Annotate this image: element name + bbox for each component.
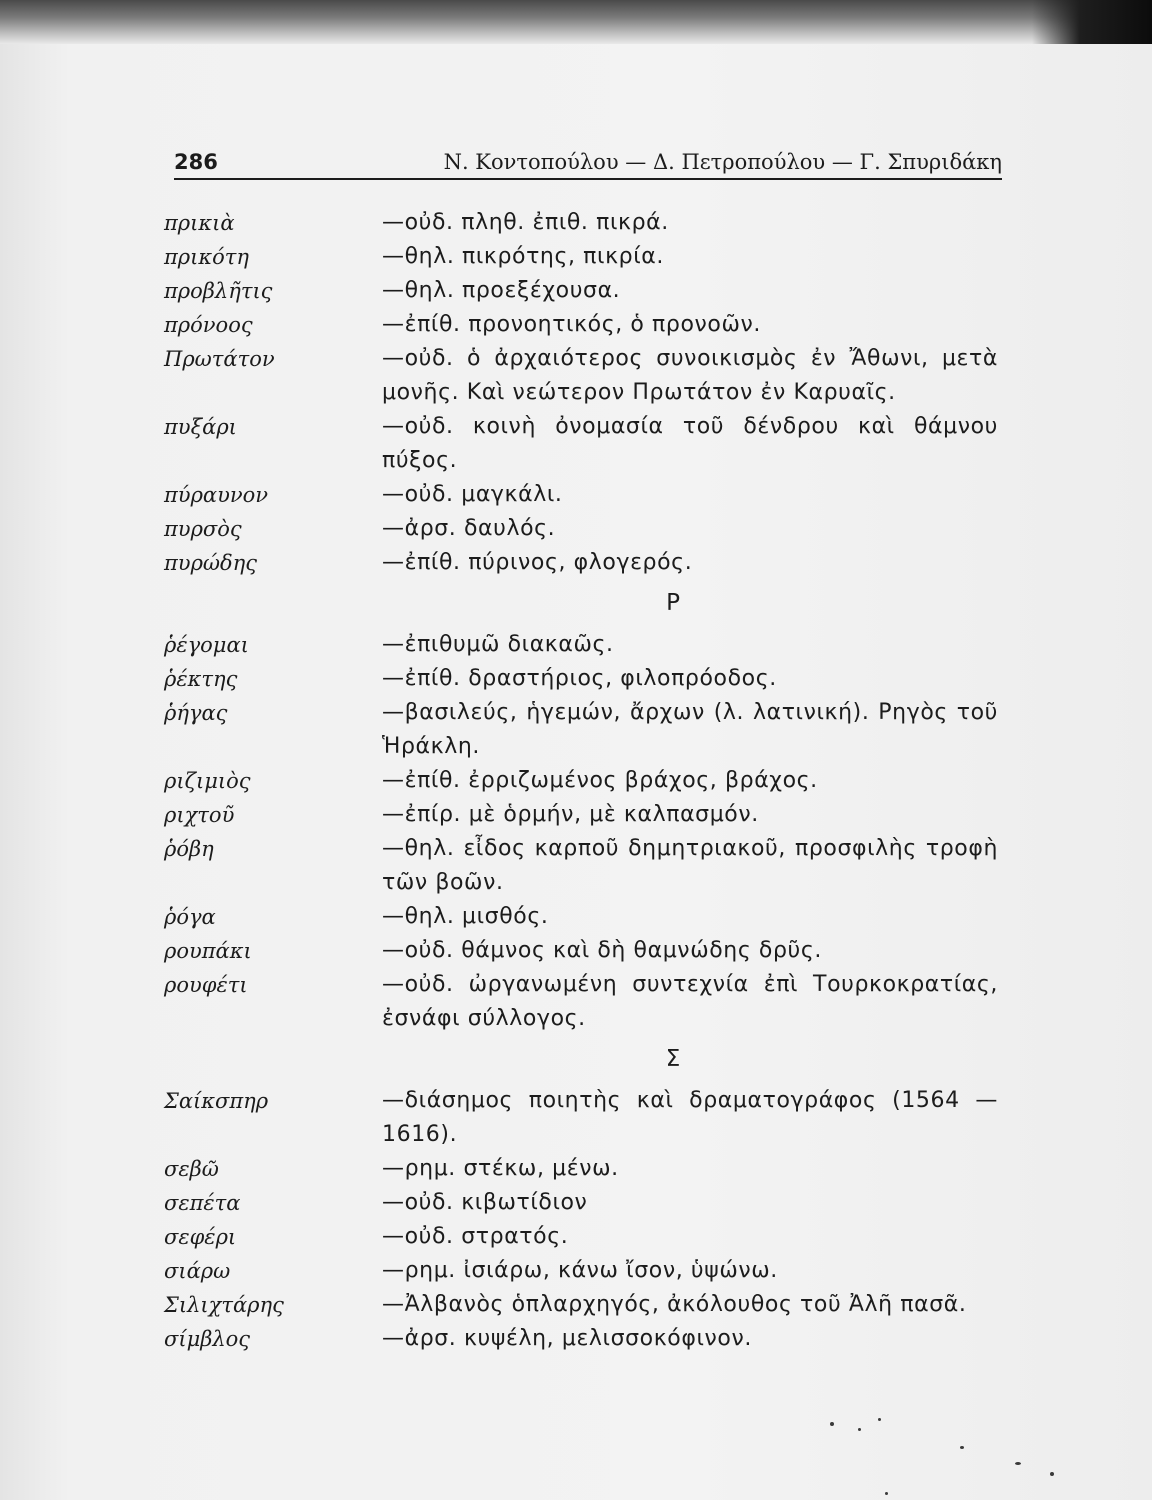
entry-definition: —ρημ. στέκω, μένω. [382,1156,619,1181]
entry-headword: ῥόγα [164,905,216,929]
print-specks [760,1400,1152,1500]
glossary-entry [164,478,1004,512]
entry-list-s [164,1084,1004,1356]
entry-definition: —Ἀλβανὸς ὁπλαρχηγός, ἀκόλουθος τοῦ Ἀλῆ πασᾶ. [382,1292,967,1317]
entry-definition: —οὐδ. κιβωτίδιον [382,1190,588,1215]
entry-definition: —ἀρσ. δαυλός. [382,516,556,541]
entry-definition: —ἀρσ. κυψέλη, μελισσοκόφινον. [382,1326,752,1351]
entry-headword: πρόνοος [164,313,253,337]
glossary-entry [164,274,1004,308]
entry-headword: σεπέτα [164,1191,241,1215]
entry-headword: Σιλιχτάρης [164,1293,284,1317]
glossary-entry [164,546,1004,580]
glossary-entry [164,968,1004,1036]
entry-headword: πυρώδης [164,551,258,575]
entry-headword: πρικότη [164,245,249,269]
glossary-entry [164,512,1004,546]
entry-headword: ῥήγας [164,701,228,725]
entry-definition: —ρημ. ἰσιάρω, κάνω ἴσον, ὑψώνω. [382,1258,778,1283]
glossary-entry [164,832,1004,900]
entry-definition: —ἐπίθ. δραστήριος, φιλοπρόοδος. [382,666,777,691]
entry-headword: Σαίκσπηρ [164,1089,269,1113]
glossary-entry [164,1254,1004,1288]
entry-headword: σεφέρι [164,1225,237,1249]
speck [885,1492,888,1495]
entry-definition: —ἐπίθ. ἐρριζωμένος βράχος, βράχος. [382,768,818,793]
running-head: Ν. Κοντοπούλου — Δ. Πετροπούλου — Γ. Σπυριδάκη [443,150,1002,174]
entry-headword: πρικιὰ [164,211,235,235]
entry-definition: —οὐδ. ὁ ἀρχαιότερος συνοικισμὸς ἐν Ἄθωνι, μετὰ μονῆς. Καὶ νεώτερον Πρωτάτον ἐν Καρυαῖς. [382,346,998,405]
entry-definition: —θηλ. προεξέχουσα. [382,278,621,303]
speck [1050,1472,1054,1476]
entry-definition: —ἐπίθ. πύρινος, φλογερός. [382,550,693,575]
entry-headword: σιάρω [164,1259,231,1283]
glossary-entry [164,798,1004,832]
glossary-entry [164,662,1004,696]
section-letter-r: Ρ [666,590,680,616]
entry-headword: ρουπάκι [164,939,252,963]
glossary-entry [164,206,1004,240]
entry-headword: Πρωτάτον [164,347,275,371]
entry-definition: —διάσημος ποιητὴς καὶ δραματογράφος (1564 —1616). [382,1088,998,1147]
entry-list-r [164,628,1004,1036]
entry-definition: —οὐδ. θάμνος καὶ δὴ θαμνώδης δρῦς. [382,938,822,963]
entry-definition: —ἐπίρ. μὲ ὁρμήν, μὲ καλπασμόν. [382,802,759,827]
entry-headword: πύραυνον [164,483,269,507]
entry-headword: ριζιμιὸς [164,769,251,793]
entry-headword: ῥέγομαι [164,633,249,657]
entry-list-p [164,206,1004,580]
entry-definition: —θηλ. εἶδος καρποῦ δημητριακοῦ, προσφιλὴς τροφὴ τῶν βοῶν. [382,836,998,895]
entry-definition: —οὐδ. ὠργανωμένη συντεχνία ἐπὶ Τουρκοκρατίας, ἐσνάφι σύλλογος. [382,972,998,1031]
page-top-edge [0,0,1152,44]
entry-headword: ριχτοῦ [164,803,235,827]
entry-definition: —οὐδ. μαγκάλι. [382,482,563,507]
glossary-entry [164,410,1004,478]
page-number: 286 [174,150,218,174]
glossary-entry [164,764,1004,798]
glossary-entry [164,342,1004,410]
entry-headword: ῥέκτης [164,667,238,691]
speck [1015,1462,1021,1465]
page-top-edge-shadow [1032,0,1152,44]
glossary-entry [164,628,1004,662]
glossary-entry [164,308,1004,342]
glossary-entry [164,1288,1004,1322]
entry-definition: —οὐδ. κοινὴ ὀνομασία τοῦ δένδρου καὶ θάμνου πύξος. [382,414,998,473]
speck [830,1422,834,1426]
entry-definition: —θηλ. πικρότης, πικρία. [382,244,664,269]
glossary-entry [164,934,1004,968]
entry-definition: —ἐπίθ. προνοητικός, ὁ προνοῶν. [382,312,761,337]
glossary-entry [164,1322,1004,1356]
entry-headword: ῥόβη [164,837,214,861]
glossary-entry [164,900,1004,934]
entry-definition: —βασιλεύς, ἡγεμών, ἄρχων (λ. λατινική). Ρηγὸς τοῦ Ἡράκλη. [382,700,998,759]
entry-headword: πυξάρι [164,415,237,439]
section-letter-s: Σ [665,1046,681,1072]
glossary-entry [164,240,1004,274]
speck [858,1428,861,1431]
page-header [174,144,1002,180]
glossary-entry [164,696,1004,764]
entry-headword: σεβῶ [164,1157,219,1181]
glossary-content [164,206,1004,1356]
speck [878,1418,881,1421]
glossary-entry [164,1152,1004,1186]
glossary-entry [164,1084,1004,1152]
entry-headword: ρουφέτι [164,973,248,997]
glossary-entry [164,1220,1004,1254]
entry-headword: πυρσὸς [164,517,242,541]
glossary-entry [164,1186,1004,1220]
entry-headword: προβλῆτις [164,279,273,303]
speck [960,1446,964,1449]
entry-definition: —οὐδ. στρατός. [382,1224,569,1249]
entry-definition: —ἐπιθυμῶ διακαῶς. [382,632,614,657]
entry-headword: σίμβλος [164,1327,251,1351]
entry-definition: —θηλ. μισθός. [382,904,549,929]
entry-definition: —οὐδ. πληθ. ἐπιθ. πικρά. [382,210,669,235]
